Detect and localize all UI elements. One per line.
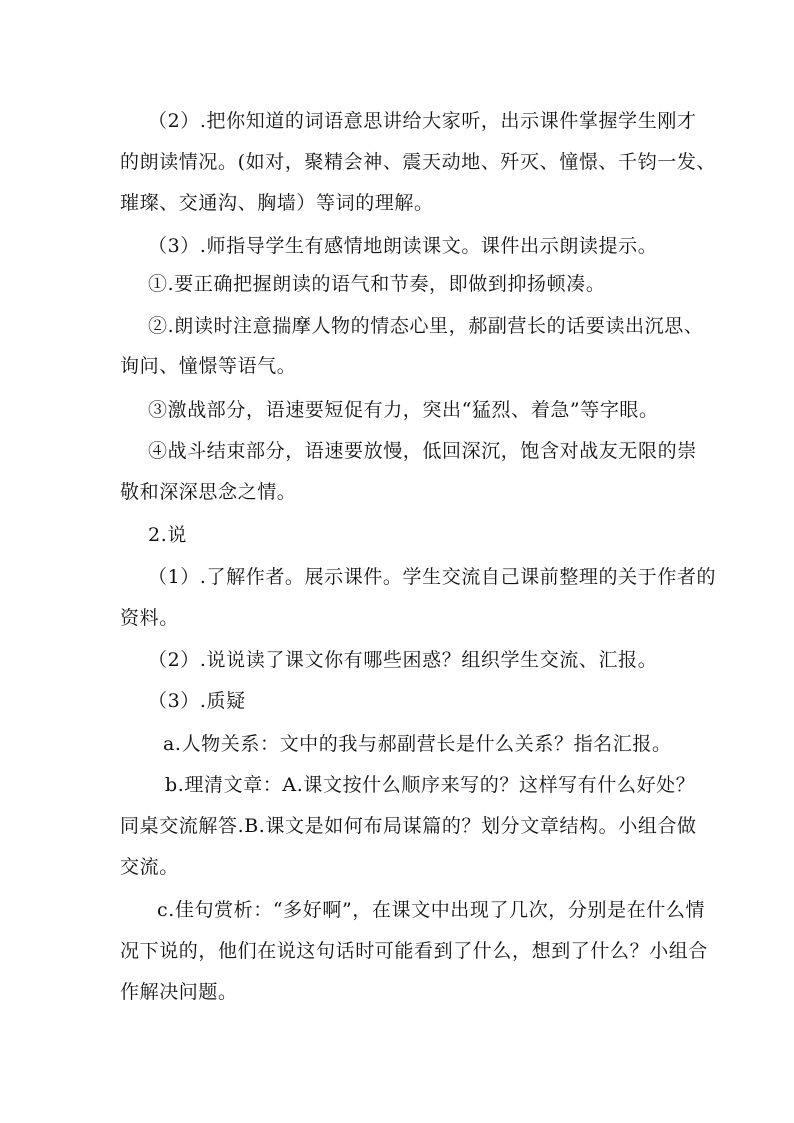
text-line: 的朗读情况。(如对，聚精会神、震天动地、歼灭、憧憬、千钧一发、 (120, 151, 717, 173)
text-line: 璀璨、交通沟、胸墙）等词的理解。 (120, 192, 434, 214)
text-line: 询问、憧憬等语气。 (120, 355, 297, 377)
text-line: 同桌交流解答.B.课文是如何布局谋篇的？划分文章结构。小组合做 (120, 815, 697, 837)
text-line: 敬和深深思念之情。 (120, 481, 297, 503)
text-line: ④战斗结束部分，语速要放慢，低回深沉，饱含对战友无限的崇 (148, 440, 697, 462)
text-line: ③激战部分，语速要短促有力，突出“猛烈、着急”等字眼。 (148, 399, 659, 421)
text-line: （1）.了解作者。展示课件。学生交流自己课前整理的关于作者的 (148, 566, 717, 588)
text-line: 交流。 (120, 856, 179, 878)
text-line: 资料。 (120, 607, 179, 629)
text-line: （3）.师指导学生有感情地朗读课文。课件出示朗读提示。 (148, 235, 658, 257)
text-line: （2）.说说读了课文你有哪些困惑？组织学生交流、汇报。 (148, 649, 658, 671)
text-line: ①.要正确把握朗读的语气和节奏，即做到抑扬顿凑。 (148, 273, 606, 295)
text-line: （2）.把你知道的词语意思讲给大家听，出示课件掌握学生刚才 (148, 110, 697, 132)
text-line: 况下说的，他们在说这句话时可能看到了什么，想到了什么？小组合 (120, 940, 709, 962)
text-line: ②.朗读时注意揣摩人物的情态心里，郝副营长的话要读出沉思、 (148, 315, 704, 337)
text-line: （3）.质疑 (148, 690, 246, 712)
text-line: a.人物关系：文中的我与郝副营长是什么关系？指名汇报。 (163, 733, 672, 755)
text-line: b.理清文章：A.课文按什么顺序来写的？这样写有什么好处？ (165, 774, 696, 796)
text-line: 作解决问题。 (120, 981, 238, 1003)
text-line: c.佳句赏析：“多好啊”，在课文中出现了几次，分别是在什么情 (157, 899, 706, 921)
section-heading: 2.说 (148, 524, 187, 546)
